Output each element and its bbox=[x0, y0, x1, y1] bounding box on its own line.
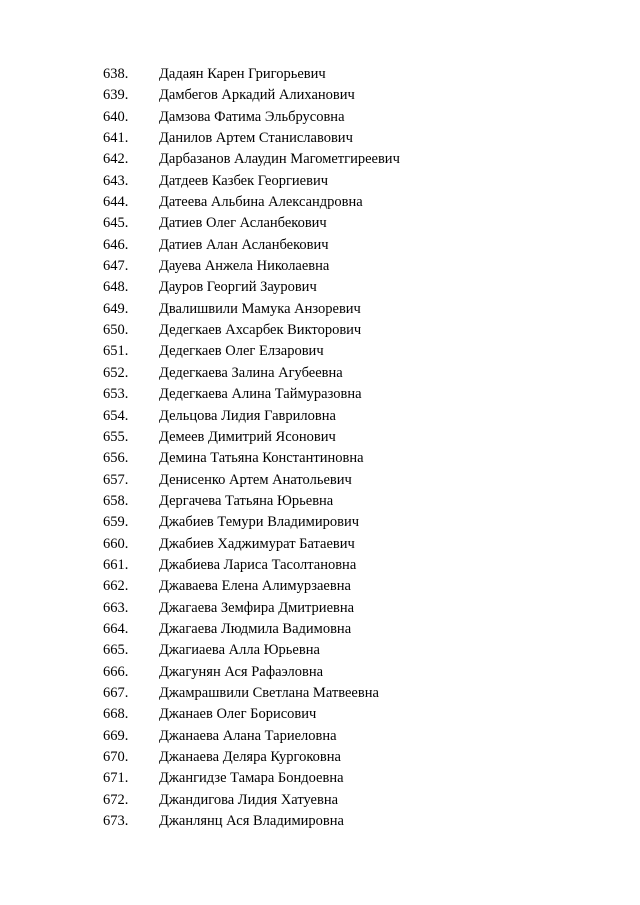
entry-number: 642. bbox=[103, 151, 129, 168]
list-item bbox=[0, 128, 640, 149]
entry-number: 641. bbox=[103, 130, 129, 147]
list-item bbox=[0, 363, 640, 384]
entry-number: 646. bbox=[103, 236, 129, 253]
entry-number: 656. bbox=[103, 450, 129, 467]
entry-number: 660. bbox=[103, 535, 129, 552]
entry-number: 651. bbox=[103, 343, 129, 360]
entry-number: 645. bbox=[103, 215, 129, 232]
entry-number: 671. bbox=[103, 770, 129, 787]
entry-number: 639. bbox=[103, 87, 129, 104]
entry-number: 672. bbox=[103, 791, 129, 808]
entry-name: Дельцова Лидия Гавриловна bbox=[159, 407, 336, 424]
entry-name: Дауров Георгий Заурович bbox=[159, 279, 317, 296]
list-item bbox=[0, 341, 640, 362]
entry-name: Датиев Олег Асланбекович bbox=[159, 215, 327, 232]
list-item bbox=[0, 192, 640, 213]
entry-name: Джанлянц Ася Владимировна bbox=[159, 813, 344, 830]
entry-number: 666. bbox=[103, 663, 129, 680]
list-item bbox=[0, 406, 640, 427]
list-item bbox=[0, 171, 640, 192]
entry-name: Демина Татьяна Константиновна bbox=[159, 450, 364, 467]
entry-name: Датиев Алан Асланбекович bbox=[159, 236, 329, 253]
list-item bbox=[0, 747, 640, 768]
entry-number: 670. bbox=[103, 749, 129, 765]
list-item bbox=[0, 512, 640, 533]
entry-number: 640. bbox=[103, 108, 129, 125]
list-item bbox=[0, 149, 640, 170]
entry-name: Дадаян Карен Григорьевич bbox=[159, 66, 326, 82]
entry-name: Джаваева Елена Алимурзаевна bbox=[159, 578, 351, 595]
entry-name: Джагиаева Алла Юрьевна bbox=[159, 642, 320, 659]
entry-number: 654. bbox=[103, 407, 129, 424]
entry-number: 658. bbox=[103, 492, 129, 509]
entry-number: 661. bbox=[103, 556, 129, 573]
list-item bbox=[0, 85, 640, 106]
list-item bbox=[0, 619, 640, 640]
entry-number: 653. bbox=[103, 386, 129, 403]
entry-name: Дергачева Татьяна Юрьевна bbox=[159, 492, 334, 509]
entry-number: 665. bbox=[103, 642, 129, 659]
list-item bbox=[0, 640, 640, 661]
list-item bbox=[0, 427, 640, 448]
entry-number: 644. bbox=[103, 194, 129, 211]
entry-name: Джагунян Ася Рафаэловна bbox=[159, 663, 324, 680]
entry-name: Дауева Анжела Николаевна bbox=[159, 258, 330, 275]
entry-number: 662. bbox=[103, 578, 129, 595]
list-item bbox=[0, 598, 640, 619]
list-item bbox=[0, 811, 640, 832]
entry-name: Демеев Димитрий Ясонович bbox=[159, 428, 336, 445]
entry-name: Денисенко Артем Анатольевич bbox=[159, 471, 352, 488]
list-item bbox=[0, 213, 640, 234]
list-item bbox=[0, 384, 640, 405]
entry-name: Дедегкаева Залина Агубеевна bbox=[159, 364, 343, 381]
list-item bbox=[0, 277, 640, 298]
list-item bbox=[0, 491, 640, 512]
list-item bbox=[0, 235, 640, 256]
list-item bbox=[0, 107, 640, 128]
entry-number: 648. bbox=[103, 279, 129, 296]
entry-name: Джамрашвили Светлана Матвеевна bbox=[159, 684, 379, 701]
entry-number: 652. bbox=[103, 364, 129, 381]
entry-name: Дарбазанов Алаудин Магометгиреевич bbox=[159, 151, 400, 168]
entry-name: Джанаева Алана Тариеловна bbox=[159, 727, 337, 744]
entry-name: Данилов Артем Станиславович bbox=[159, 130, 353, 147]
entry-name: Джангидзе Тамара Бондоевна bbox=[159, 770, 344, 787]
entry-number: 657. bbox=[103, 471, 129, 488]
entry-number: 659. bbox=[103, 514, 129, 531]
entry-name: Джанаев Олег Борисович bbox=[159, 706, 317, 723]
entry-number: 655. bbox=[103, 428, 129, 445]
entry-name: Джанаева Деляра Кургоковна bbox=[159, 749, 341, 765]
entry-name: Джабиев Хаджимурат Батаевич bbox=[159, 535, 355, 552]
list-item bbox=[0, 683, 640, 704]
list-item bbox=[0, 704, 640, 725]
entry-number: 650. bbox=[103, 322, 129, 339]
entry-name: Дедегкаева Алина Таймуразовна bbox=[159, 386, 362, 403]
entry-name: Дедегкаев Олег Елзарович bbox=[159, 343, 324, 360]
entry-name: Двалишвили Мамука Анзоревич bbox=[159, 300, 361, 317]
entry-name: Дедегкаев Ахсарбек Викторович bbox=[159, 322, 362, 339]
list-item bbox=[0, 534, 640, 555]
name-list bbox=[0, 64, 640, 832]
entry-name: Дамзова Фатима Эльбрусовна bbox=[159, 108, 345, 125]
list-item bbox=[0, 662, 640, 683]
entry-name: Джагаева Людмила Вадимовна bbox=[159, 620, 352, 637]
entry-number: 664. bbox=[103, 620, 129, 637]
entry-number: 673. bbox=[103, 813, 129, 830]
list-item bbox=[0, 299, 640, 320]
list-item bbox=[0, 320, 640, 341]
entry-name: Датеева Альбина Александровна bbox=[159, 194, 363, 211]
entry-name: Джандигова Лидия Хатуевна bbox=[159, 791, 339, 808]
entry-name: Дамбегов Аркадий Алиханович bbox=[159, 87, 355, 104]
list-item bbox=[0, 768, 640, 789]
entry-number: 668. bbox=[103, 706, 129, 723]
entry-name: Датдеев Казбек Георгиевич bbox=[159, 172, 329, 189]
entry-name: Джабиев Темури Владимирович bbox=[159, 514, 360, 531]
entry-number: 647. bbox=[103, 258, 129, 275]
list-item bbox=[0, 555, 640, 576]
entry-number: 663. bbox=[103, 599, 129, 616]
list-item bbox=[0, 470, 640, 491]
list-item bbox=[0, 256, 640, 277]
entry-name: Джагаева Земфира Дмитриевна bbox=[159, 599, 355, 616]
entry-number: 649. bbox=[103, 300, 129, 317]
entry-number: 669. bbox=[103, 727, 129, 744]
entry-name: Джабиева Лариса Тасолтановна bbox=[159, 556, 357, 573]
entry-number: 667. bbox=[103, 684, 129, 701]
list-item bbox=[0, 790, 640, 811]
list-item bbox=[0, 576, 640, 597]
entry-number: 643. bbox=[103, 172, 129, 189]
entry-number: 638. bbox=[103, 66, 129, 82]
list-item bbox=[0, 726, 640, 747]
list-item bbox=[0, 64, 640, 85]
list-item bbox=[0, 448, 640, 469]
